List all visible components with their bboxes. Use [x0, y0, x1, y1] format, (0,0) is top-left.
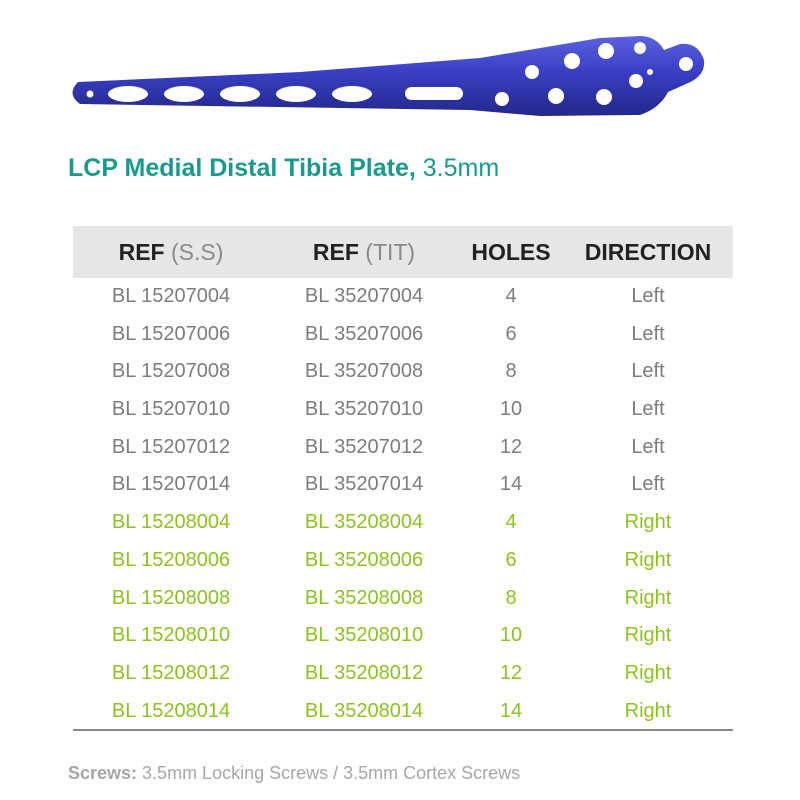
cell-ref-ss: BL 15208008 [111, 586, 231, 609]
table-body [0, 278, 800, 730]
table-row [0, 617, 800, 655]
cell-direction: Left [631, 285, 665, 307]
cell-direction: Left [631, 322, 665, 345]
cell-direction: Right [624, 548, 672, 571]
cell-ref-tit: BL 35208010 [304, 624, 424, 647]
cell-ref-tit: BL 35207014 [304, 473, 424, 496]
cell-ref-tit: BL 35207010 [304, 398, 424, 421]
cell-direction: Left [631, 473, 665, 496]
cell-ref-ss: BL 15207010 [111, 398, 231, 421]
cell-ref-tit: BL 35207008 [304, 360, 424, 383]
table-row [0, 316, 800, 354]
cell-ref-ss: BL 15208012 [111, 661, 231, 684]
cell-holes: 6 [505, 548, 517, 571]
cell-ref-ss: BL 15208014 [111, 699, 231, 722]
cell-direction: Right [624, 624, 672, 647]
cell-ref-ss: BL 15207014 [111, 473, 231, 496]
table-row [0, 278, 800, 316]
cell-direction: Right [624, 699, 672, 722]
header-direction: DIRECTION [584, 239, 712, 265]
cell-holes: 8 [505, 360, 517, 383]
cell-ref-tit: BL 35208008 [304, 586, 424, 609]
cell-ref-tit: BL 35208004 [304, 511, 424, 534]
cell-direction: Left [631, 360, 665, 383]
cell-holes: 8 [505, 586, 517, 609]
tibia-plate-image [0, 0, 800, 140]
screws-label: Screws: [68, 763, 138, 783]
cell-ref-ss: BL 15207004 [111, 285, 231, 307]
cell-ref-tit: BL 35207012 [304, 435, 424, 458]
table-row [0, 693, 800, 731]
table-row [0, 429, 800, 467]
table-row [0, 655, 800, 693]
cell-ref-tit: BL 35207004 [304, 285, 424, 307]
screws-note [68, 763, 520, 784]
cell-ref-tit: BL 35208006 [304, 548, 424, 571]
cell-ref-tit: BL 35208012 [304, 661, 424, 684]
product-size: 3.5mm [415, 154, 500, 182]
cell-holes: 10 [499, 398, 523, 421]
cell-ref-ss: BL 15207008 [111, 360, 231, 383]
header-ref-ss: REF (S.S) [118, 239, 224, 265]
screws-text: 3.5mm Locking Screws / 3.5mm Cortex Screws [137, 763, 521, 783]
cell-direction: Left [631, 435, 665, 458]
cell-holes: 12 [499, 661, 523, 684]
cell-ref-tit: BL 35208014 [304, 699, 424, 722]
cell-holes: 4 [505, 511, 517, 534]
cell-ref-ss: BL 15208006 [111, 548, 231, 571]
cell-holes: 4 [505, 285, 517, 307]
product-name: LCP Medial Distal Tibia Plate, [68, 154, 416, 182]
cell-direction: Right [624, 511, 672, 534]
cell-ref-ss: BL 15208004 [111, 511, 231, 534]
cell-ref-ss: BL 15207012 [111, 435, 231, 458]
table-row [0, 391, 800, 429]
table-row [0, 580, 800, 618]
cell-direction: Right [624, 661, 672, 684]
cell-holes: 6 [505, 322, 517, 345]
cell-ref-ss: BL 15208010 [111, 624, 231, 647]
table-row [0, 466, 800, 504]
table-row [0, 353, 800, 391]
cell-holes: 14 [499, 699, 523, 722]
cell-direction: Right [624, 586, 672, 609]
header-ref-tit: REF (TIT) [312, 239, 416, 265]
table-row [0, 542, 800, 580]
cell-holes: 10 [499, 624, 523, 647]
table-row [0, 504, 800, 542]
cell-ref-ss: BL 15207006 [111, 322, 231, 345]
table-bottom-divider [73, 729, 733, 731]
cell-holes: 12 [499, 435, 523, 458]
header-holes: HOLES [471, 239, 551, 265]
cell-holes: 14 [499, 473, 523, 496]
cell-direction: Left [631, 398, 665, 421]
cell-ref-tit: BL 35207006 [304, 322, 424, 345]
product-title [68, 154, 499, 183]
